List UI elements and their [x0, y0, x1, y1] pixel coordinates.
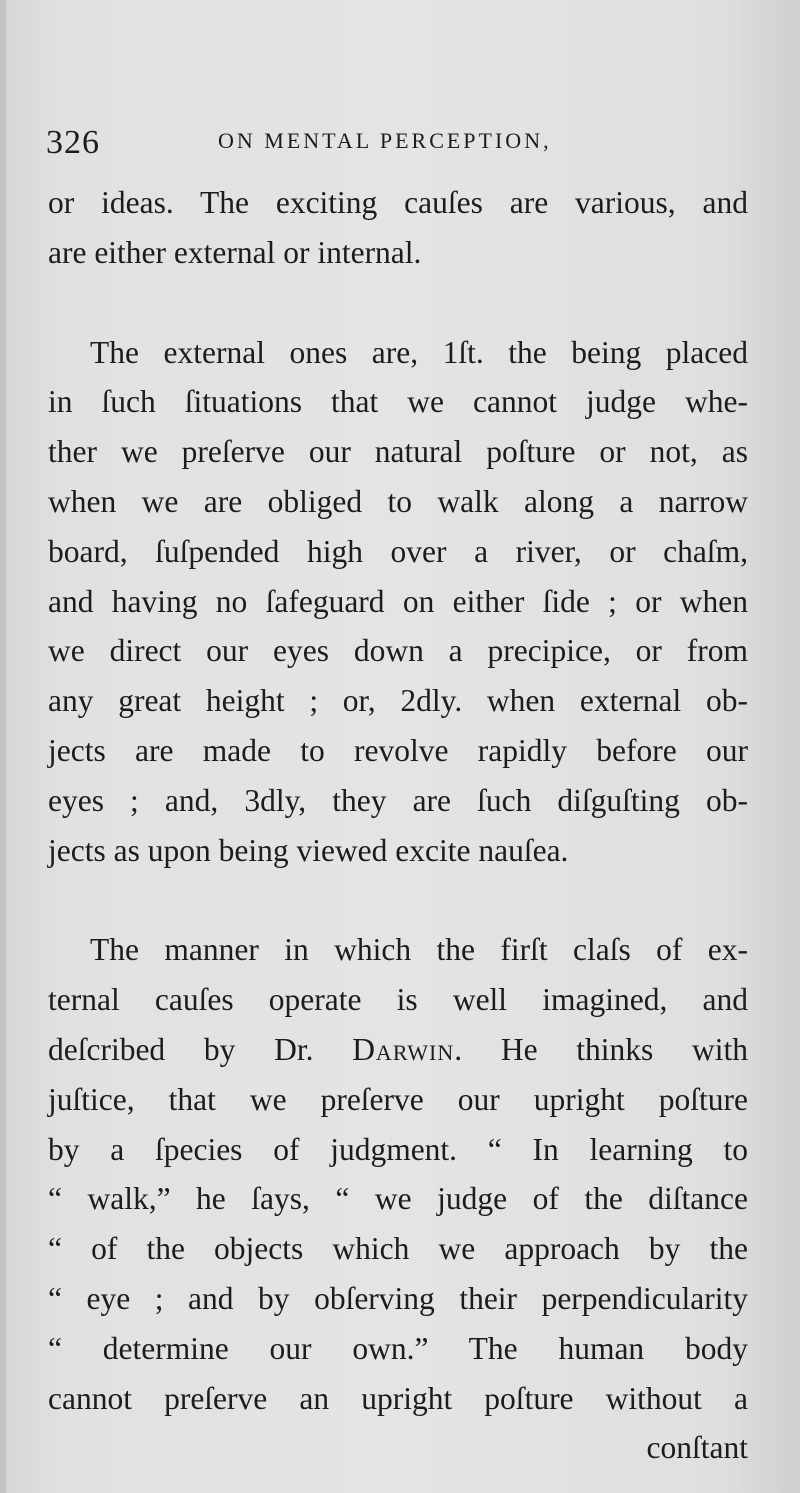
text-line: are either external or internal.	[48, 234, 422, 270]
text-line: eyes ; and, 3dly, they are ſuch diſguſting ob-	[48, 782, 748, 818]
text-line-with-name	[48, 1025, 748, 1075]
text-line: by a ſpecies of judgment. “ In learning to	[48, 1131, 748, 1167]
text-segment: deſcribed by Dr.	[48, 1031, 353, 1067]
paragraph-gap	[48, 875, 748, 925]
text-line: any great height ; or, 2dly. when external ob-	[48, 683, 748, 719]
text-line: The external ones are, 1ſt. the being placed	[90, 334, 748, 370]
paragraph-gap	[48, 278, 748, 328]
text-segment: . He thinks with	[454, 1031, 749, 1067]
text-line: when we are obliged to walk along a narrow	[48, 483, 748, 519]
text-line: “ determine our own.” The human body	[48, 1330, 748, 1366]
page-gutter-shadow	[0, 0, 6, 1493]
text-line: ther we preſerve our natural poſture or not, as	[48, 434, 748, 470]
body-text	[48, 178, 748, 1473]
text-line: “ eye ; and by obſerving their perpendicularity	[48, 1280, 748, 1316]
text-line: jects as upon being viewed excite nauſea.	[48, 832, 569, 868]
text-line: we direct our eyes down a precipice, or from	[48, 633, 748, 669]
text-line: juſtice, that we preſerve our upright poſture	[48, 1081, 748, 1117]
text-line: The manner in which the firſt claſs of ex-	[90, 932, 748, 968]
running-title: ON MENTAL PERCEPTION,	[218, 128, 552, 153]
author-name-darwin: Darwin	[352, 1031, 455, 1067]
text-line: cannot preſerve an upright poſture without a	[48, 1380, 748, 1416]
running-head	[46, 118, 750, 166]
text-line: ternal cauſes operate is well imagined, and	[48, 982, 748, 1018]
text-line: jects are made to revolve rapidly before our	[48, 732, 748, 768]
text-line: or ideas. The exciting cauſes are various, and	[48, 185, 748, 220]
text-line: board, ſuſpended high over a river, or chaſm,	[48, 533, 748, 569]
catchword: conſtant	[646, 1430, 748, 1466]
text-line: and having no ſafeguard on either ſide ; or when	[48, 583, 748, 619]
text-line: in ſuch ſituations that we cannot judge whe-	[48, 384, 748, 420]
page-number: 326	[46, 124, 100, 161]
text-line: “ walk,” he ſays, “ we judge of the diſtance	[48, 1181, 748, 1217]
text-line: “ of the objects which we approach by the	[48, 1231, 748, 1267]
